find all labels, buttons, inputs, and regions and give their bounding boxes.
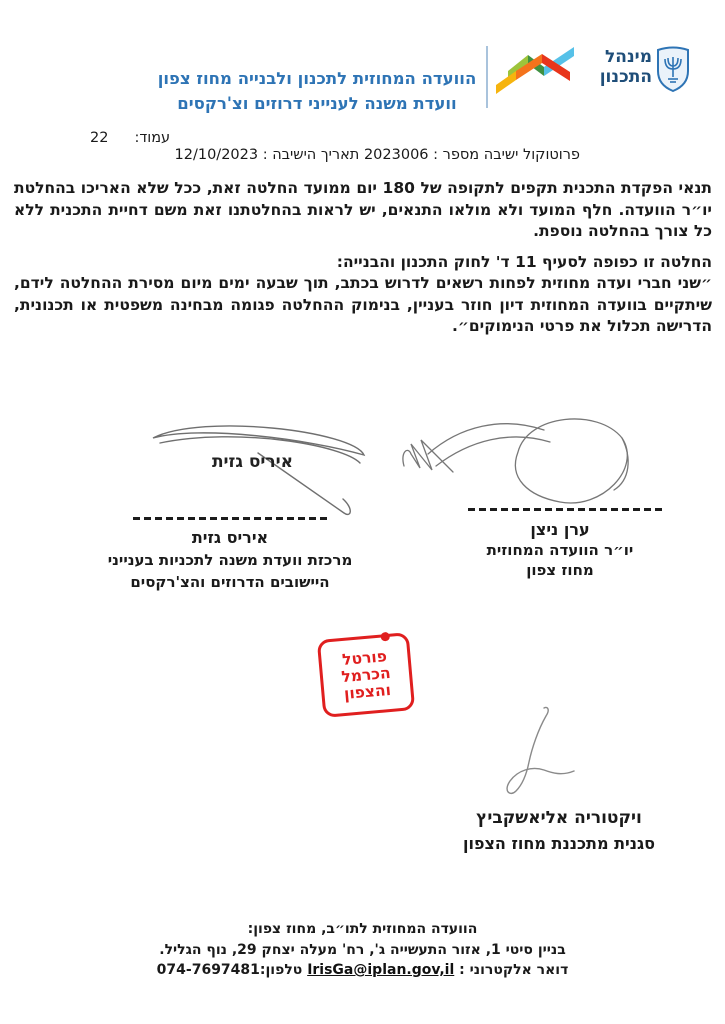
- signature-dashed-line-right: [468, 508, 666, 511]
- stamp-line3: והצפון: [343, 680, 392, 703]
- victoria-eliashkevitz-signature: [488, 704, 583, 802]
- israel-state-emblem-icon: [655, 45, 691, 93]
- eran-nitzan-signature-block: [460, 520, 660, 580]
- header-divider: [486, 46, 488, 108]
- logo-title-line1: מינהל: [605, 47, 652, 67]
- footer-phone-number: 074-7697481: [156, 962, 260, 978]
- eran-nitzan-signature: [398, 400, 643, 520]
- signature-dashed-line-left: [133, 517, 331, 520]
- eran-nitzan-title2: מחוז צפון: [526, 561, 594, 579]
- footer-email-label: דואר אלקטרוני :: [454, 962, 569, 978]
- iris-gazit-stamped-name: איריס גזית: [211, 452, 294, 472]
- committee-name-line2: וועדת משנה לענייני דרוזים וצ'רקסים: [177, 94, 457, 113]
- iris-gazit-title2: היישובים הדרוזים והצ'רקסים: [130, 573, 330, 591]
- logo-title-line2: התכנון: [599, 67, 652, 87]
- victoria-name: ויקטוריה אליאשקביץ: [476, 808, 642, 828]
- stamp-line2: הכרמל: [340, 663, 392, 686]
- eran-nitzan-title1: יו״ר הוועדה המחוזית: [486, 541, 634, 559]
- page-number-row: [90, 130, 170, 146]
- footer: [0, 919, 725, 981]
- iris-gazit-signature-block: [78, 527, 382, 593]
- iris-gazit-name: איריס גזית: [191, 528, 269, 547]
- victoria-signature-block: [428, 806, 690, 856]
- deposit-conditions-paragraph: תנאי הפקדת התכנית תקפים לתקופה של 180 יום ממועד החלטה זאת, ככל שלא האריכו בהחלטת יו״ר הוועדה. חלף המועד ולא מולאו התנאים, יש לראות בהחלטתנו זאת משם דחיית התכנית ללא כל צורך בהחלטה נוספת.: [14, 179, 712, 240]
- planning-administration-zigzag-icon: [494, 40, 588, 94]
- stamp-line1: פורטל: [341, 646, 388, 669]
- iris-gazit-title1: מרכזת וועדת משנה לתכניות בענייני: [107, 551, 353, 569]
- section-11d-quote: ״שני חברי ועדה מחוזית לפחות רשאים לדרוש בכתב, תוך שבעה ימים מיום מסירת ההחלטה לידם, שיתקיים בוועדה המחוזית דיון חוזר בעניין, בנימוק ההחלטה פגומה מבחינה משפטית או תכנונית, הדרישה תכלול את פרטי הנימוקים״.: [14, 274, 712, 335]
- footer-contact-line: [0, 960, 725, 981]
- footer-email-link[interactable]: IrisGa@iplan.gov,il: [307, 962, 455, 978]
- footer-phone-label: טלפון:: [259, 962, 308, 978]
- committee-header: [148, 66, 486, 116]
- footer-address-line: בניין סיטי 1, אזור התעשייה ג', רח' מעלה יצחק 29, נוף הגליל.: [159, 941, 566, 958]
- carmel-north-portal-stamp: [317, 632, 415, 718]
- section-11d-intro: החלטה זו כפופה לסעיף 11 ד' לחוק התכנון והבנייה:: [336, 252, 712, 271]
- protocol-meeting-line: פרוטוקול ישיבה מספר : 2023006 תאריך הישיבה : 12/10/2023: [174, 147, 580, 163]
- stamp-dot-icon: [380, 632, 390, 642]
- footer-committee-line: הוועדה המחוזית לתו״ב, מחוז צפון:: [247, 921, 478, 937]
- eran-nitzan-name: ערן ניצן: [530, 520, 590, 539]
- committee-name-line1: הוועדה המחוזית לתכנון ולבנייה מחוז צפון: [157, 69, 477, 88]
- page-number-value: 22: [90, 130, 109, 146]
- decision-body: [14, 178, 712, 347]
- page-number-label: עמוד:: [134, 130, 171, 146]
- victoria-title: סגנית מתכננת מחוז הצפון: [462, 834, 656, 853]
